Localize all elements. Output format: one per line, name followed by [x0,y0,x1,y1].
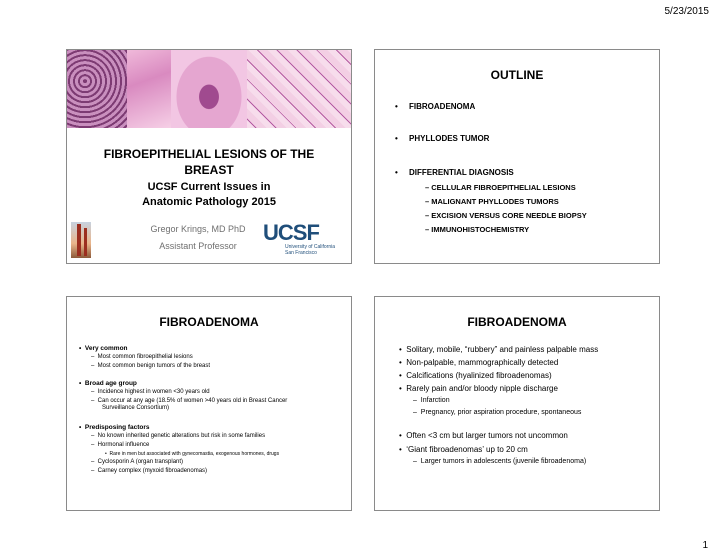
ucsf-logo: UCSF University of California San Francisco [263,220,336,256]
list-item: • Calcifications (hyalinized fibroadenomas) [399,371,552,380]
list-subitem: – Most common benign tumors of the breast [91,363,211,369]
list-item: • Non-palpable, mammographically detected [399,358,559,367]
histology-panel [171,50,247,128]
list-subitem-continued: Surveillance Consortium) [102,405,170,411]
bullet-icon: • [395,102,398,111]
print-date: 5/23/2015 [664,6,709,17]
author-name: Gregor Krings, MD PhD [150,224,246,234]
list-subitem: – Most common fibroepithelial lesions [91,354,193,360]
bullet-icon: • [395,134,398,143]
histology-panel [247,50,351,128]
list-subitem: – Larger tumors in adolescents (juvenile fibroadenoma) [413,458,587,465]
list-item: • Very common [79,345,128,352]
histology-banner-image [67,50,351,128]
list-subitem: – Incidence highest in women <30 years old [91,389,210,395]
slide-title [66,49,352,264]
list-subitem: – Carney complex (myxoid fibroadenomas) [91,468,208,474]
list-subitem: – EXCISION VERSUS CORE NEEDLE BIOPSY [425,211,587,220]
list-subitem: – Infarction [413,397,450,404]
list-subitem: – No known inherited genetic alterations but risk in some families [91,433,266,439]
list-subitem: – Can occur at any age (18.5% of women >40 years old in Breast Cancer [91,398,288,404]
slide-fibroadenoma-epidemiology [66,296,352,511]
slide-outline [374,49,660,264]
list-subitem: – Pregnancy, prior aspiration procedure, spontaneous [413,409,582,416]
author-role: Assistant Professor [159,241,237,251]
list-subitem: – Hormonal influence [91,442,150,448]
slide-fibroadenoma-clinical [374,296,660,511]
slide-heading: FIBROADENOMA [159,315,259,329]
list-subitem: – CELLULAR FIBROEPITHELIAL LESIONS [425,183,576,192]
list-item: • Rarely pain and/or bloody nipple discharge [399,384,558,393]
list-item: • Broad age group [79,380,137,387]
histology-panel [67,50,127,128]
list-subitem: – MALIGNANT PHYLLODES TUMORS [425,197,559,206]
list-item: • Solitary, mobile, “rubbery” and painless palpable mass [399,345,599,354]
list-item: • Predisposing factors [79,424,150,431]
slide-subtitle: UCSF Current Issues in Anatomic Pathology 2015 [142,181,276,208]
list-item: • ‘Giant fibroadenomas’ up to 20 cm [399,445,528,454]
page-number: 1 [702,540,708,551]
histology-panel [127,50,171,128]
list-item: • DIFFERENTIAL DIAGNOSIS [395,168,514,177]
list-item: • FIBROADENOMA [395,102,476,111]
list-item: • PHYLLODES TUMOR [395,134,490,143]
list-subitem: – IMMUNOHISTOCHEMISTRY [425,225,530,234]
list-subitem: – Cyclosporin A (organ transplant) [91,459,184,465]
bullet-icon: • [395,168,398,177]
list-item: • Often <3 cm but larger tumors not uncommon [399,431,568,440]
slide-main-title: FIBROEPITHELIAL LESIONS OF THE BREAST [103,147,315,177]
author-block [137,221,259,255]
list-subsubitem: • Rare in men but associated with gynecomastia, exogenous hormones, drugs [105,451,280,457]
slide-heading: OUTLINE [490,68,544,82]
golden-gate-bridge-image [71,222,91,258]
slide-heading: FIBROADENOMA [467,315,567,329]
